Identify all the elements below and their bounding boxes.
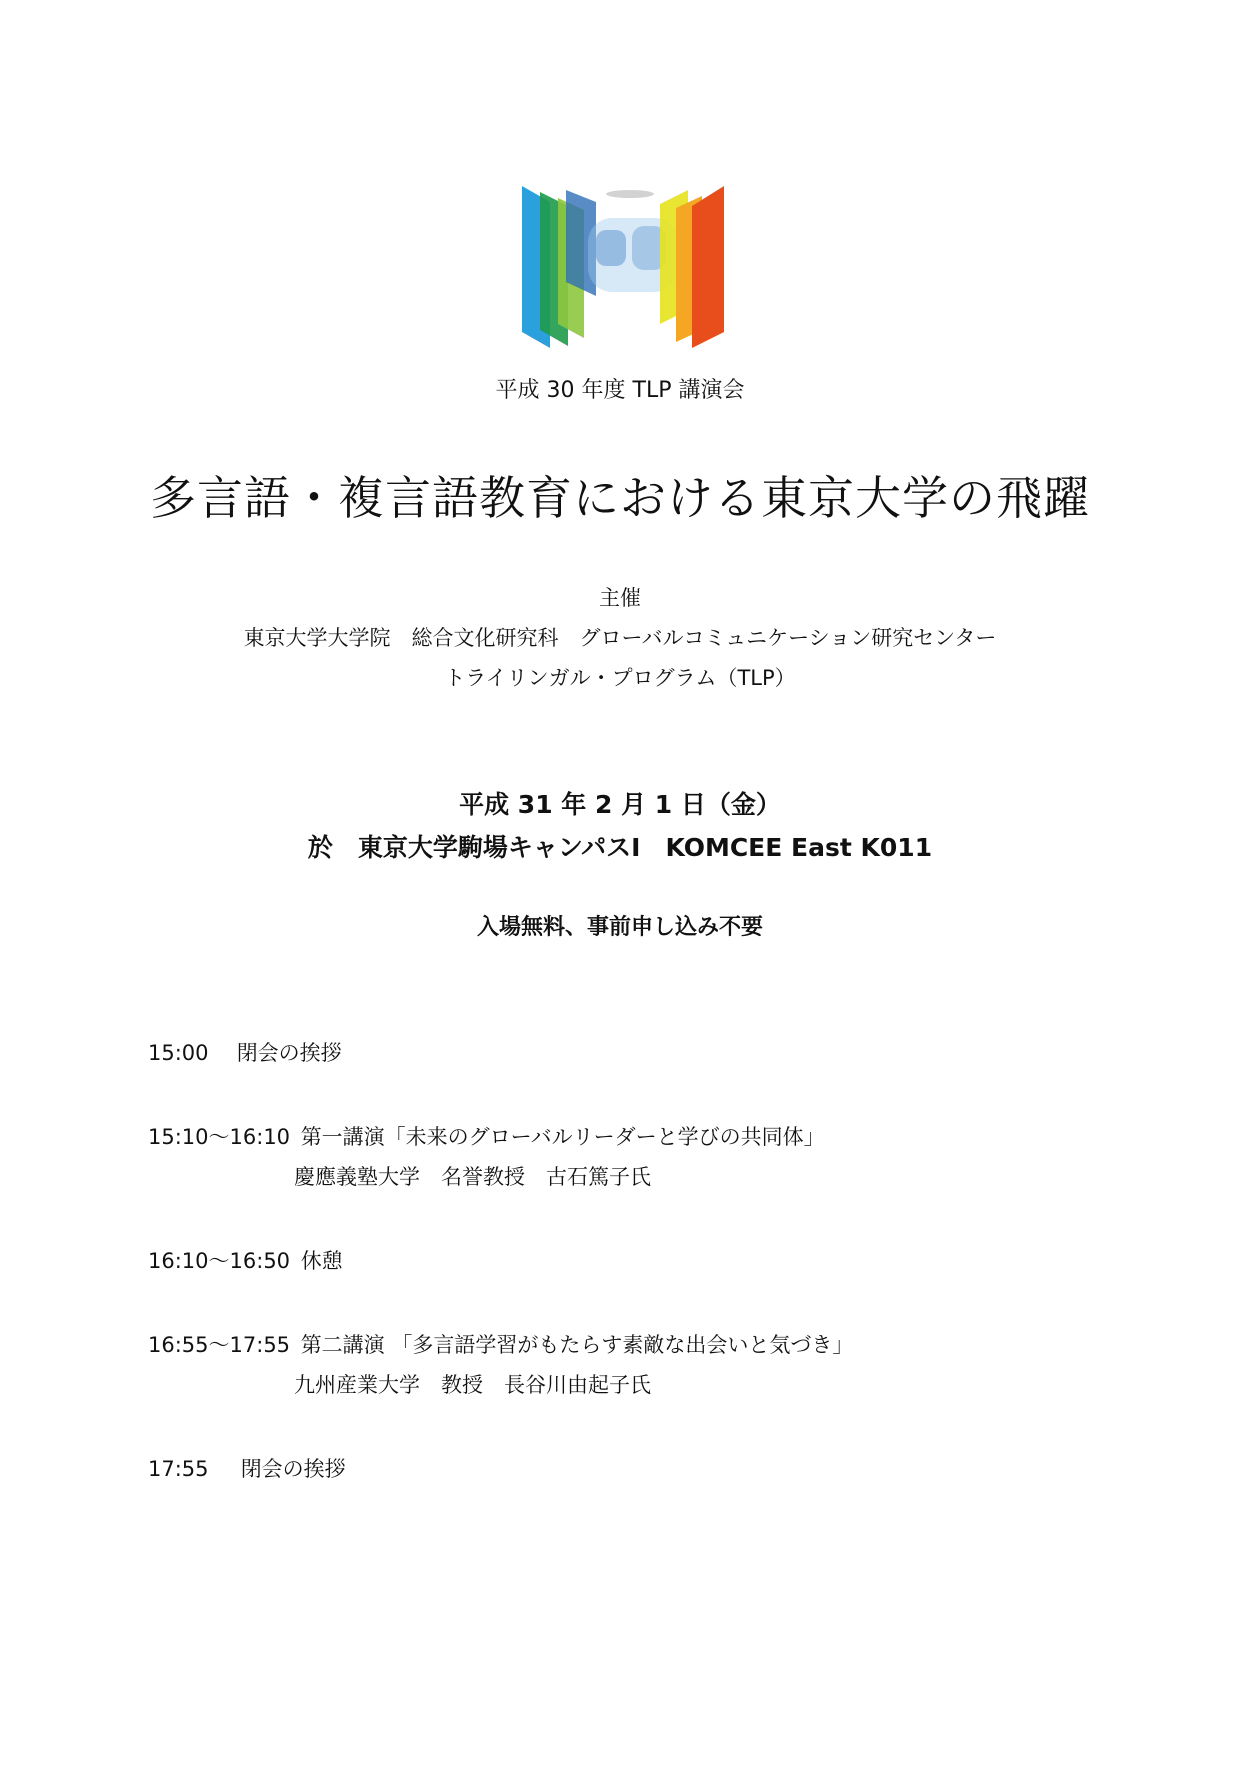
- program-time: 15:00: [148, 1041, 209, 1065]
- event-date: 平成 31 年 2 月 1 日（金）: [459, 790, 781, 819]
- program-time: 16:10～16:50: [148, 1249, 291, 1273]
- program-speaker: 九州産業大学 教授 長谷川由起子氏: [294, 1373, 651, 1397]
- organizer-line-2: トライリンガル・プログラム（TLP）: [444, 666, 796, 690]
- program-time: 15:10～16:10: [148, 1125, 291, 1149]
- program-item: [148, 1453, 346, 1483]
- admission-note: 入場無料、事前申し込み不要: [476, 915, 763, 940]
- program-item: [148, 1329, 853, 1359]
- program-item: [148, 1037, 342, 1067]
- program-item: [148, 1245, 343, 1275]
- organizer-label: 主催: [599, 586, 641, 610]
- tlp-logo: [520, 178, 740, 350]
- program-desc: 休憩: [300, 1249, 343, 1273]
- organizer-line-1: 東京大学大学院 総合文化研究科 グローバルコミュニケーション研究センター: [243, 626, 997, 650]
- program-desc: 閉会の挨拶: [236, 1041, 342, 1065]
- program-desc: 第一講演「未来のグローバルリーダーと学びの共同体」: [300, 1125, 825, 1149]
- program-speaker: 慶應義塾大学 名誉教授 古石篤子氏: [294, 1165, 651, 1189]
- program-item: [148, 1121, 825, 1151]
- event-subtitle: 平成 30 年度 TLP 講演会: [495, 378, 745, 403]
- event-venue: 於 東京大学駒場キャンパスⅠ KOMCEE East K011: [307, 833, 933, 862]
- program-desc: 第二講演 「多言語学習がもたらす素敵な出会いと気づき」: [300, 1333, 854, 1357]
- program-time: 17:55: [148, 1457, 209, 1481]
- program-desc: 閉会の挨拶: [240, 1457, 346, 1481]
- event-title: 多言語・複言語教育における東京大学の飛躍: [150, 471, 1090, 525]
- program-time: 16:55～17:55: [148, 1333, 291, 1357]
